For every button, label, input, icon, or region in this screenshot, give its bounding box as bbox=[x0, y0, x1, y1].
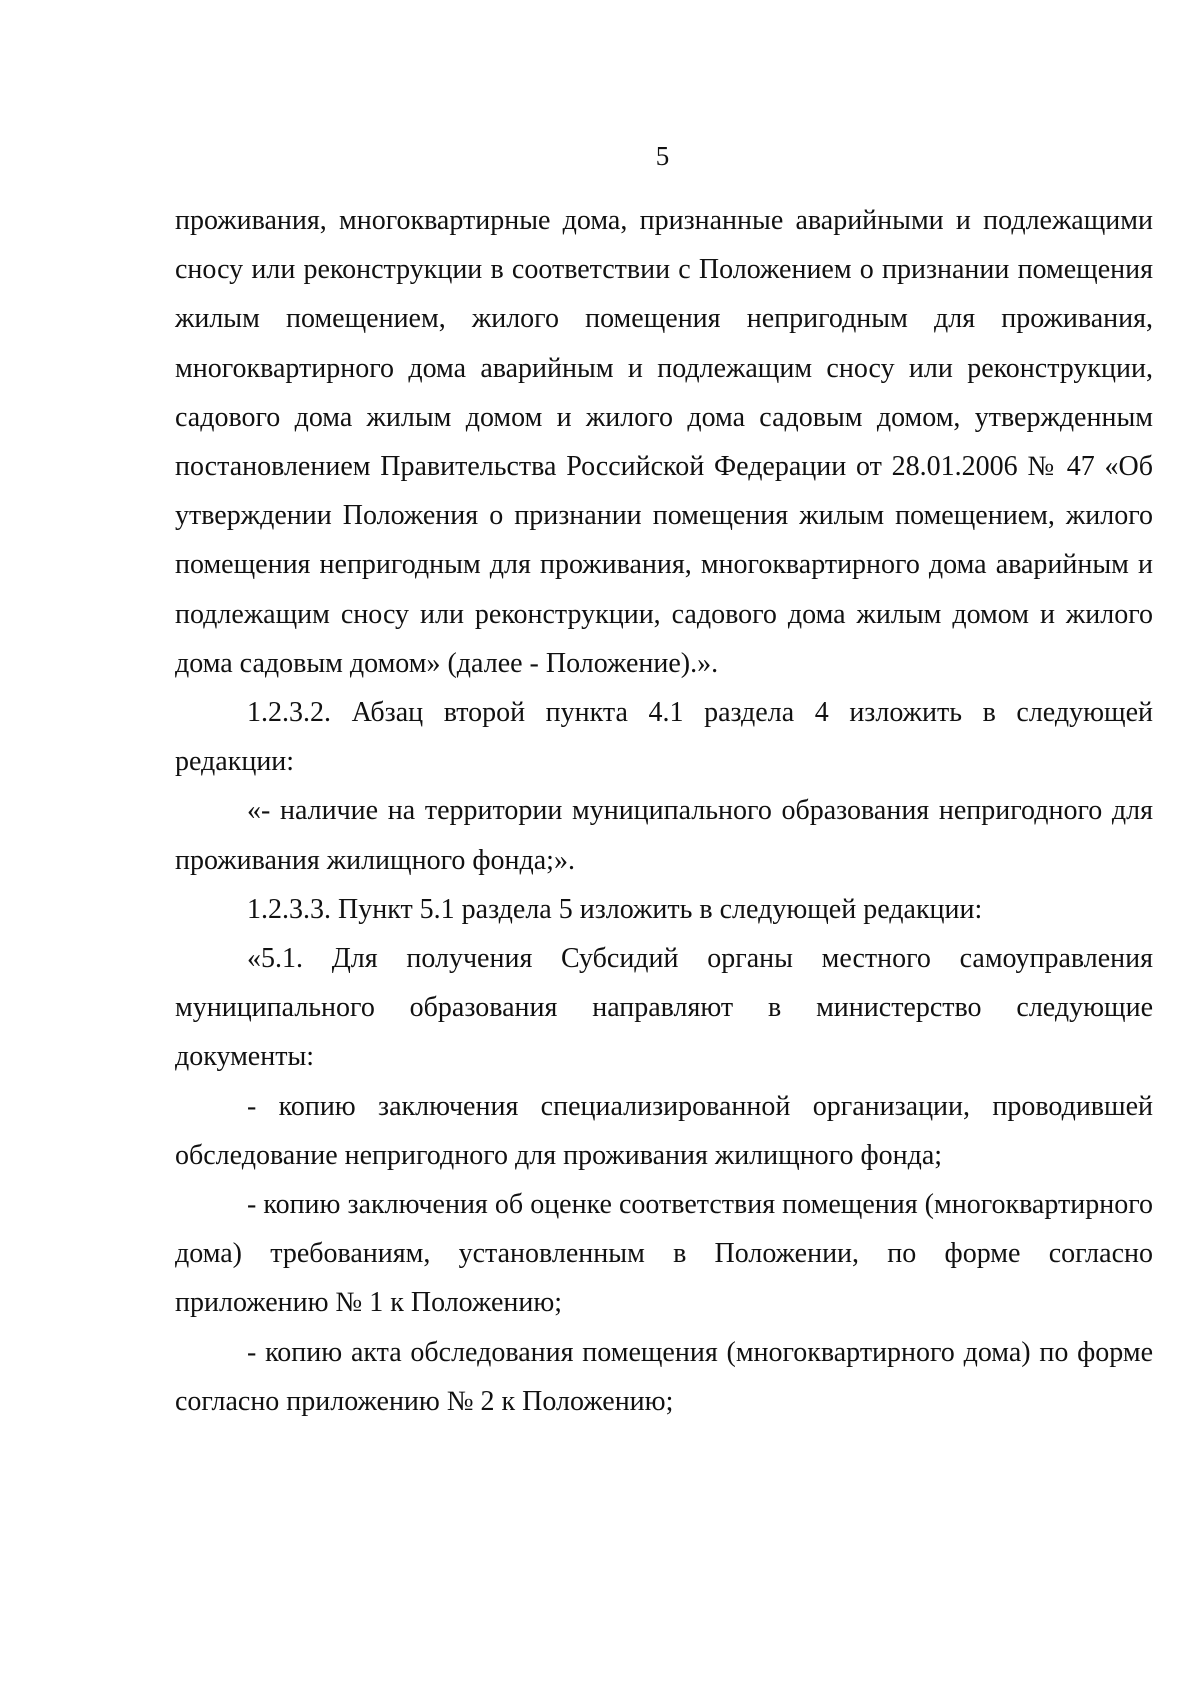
paragraph-clause-1-2-3-2: 1.2.3.2. Абзац второй пункта 4.1 раздела 4 изложить в следующей редакции: bbox=[175, 697, 1153, 778]
paragraph-continuation: проживания, многоквартирные дома, признанные аварийными и подлежащими сносу или реконструкции в соответствии с Положением о признании помещения жилым помещением, жилого помещения непригодным для проживания, многоквартирного дома аварийным и подлежащим сносу или реконструкции, садового дома жилым домом и жилого дома садовым домом, утвержденным постановлением Правительства Российской Федерации от 28.01.2006 № 47 «Об утверждении Положения о признании помещения жилым помещением, жилого помещения непригодным для проживания, многоквартирного дома аварийным и подлежащим сносу или реконструкции, садового дома жилым домом и жилого дома садовым домом» (далее - Положение).». bbox=[175, 205, 1153, 679]
paragraph-clause-5-1: «5.1. Для получения Субсидий органы местного самоуправления муниципального образования направляют в министерство следующие документы: bbox=[175, 943, 1153, 1073]
list-item-document-3: - копию акта обследования помещения (многоквартирного дома) по форме согласно приложению № 2 к Положению; bbox=[175, 1336, 1153, 1417]
paragraph-clause-1-2-3-3: 1.2.3.3. Пункт 5.1 раздела 5 изложить в следующей редакции: bbox=[247, 893, 983, 925]
document-body bbox=[175, 196, 1153, 1426]
page-number: 5 bbox=[655, 141, 670, 171]
list-item-document-2: - копию заключения об оценке соответствия помещения (многоквартирного дома) требованиям, установленным в Положении, по форме согласно приложению № 1 к Положению; bbox=[175, 1189, 1153, 1319]
paragraph-quoted-amendment: «- наличие на территории муниципального образования непригодного для проживания жилищного фонда;». bbox=[175, 795, 1153, 876]
list-item-document-1: - копию заключения специализированной организации, проводившей обследование непригодного для проживания жилищного фонда; bbox=[175, 1090, 1153, 1171]
